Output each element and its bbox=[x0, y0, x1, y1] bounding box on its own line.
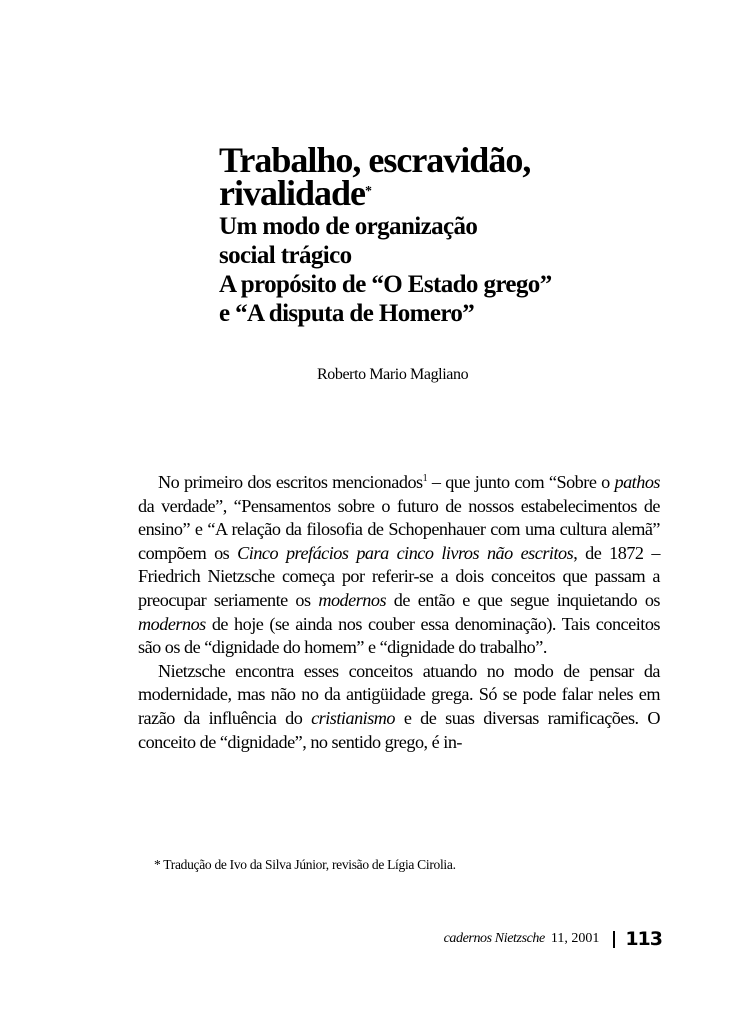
paragraph-2 bbox=[138, 660, 660, 754]
p1-italic-3: modernos bbox=[318, 590, 387, 611]
title-block bbox=[219, 140, 679, 328]
p2-text-1: Nietzsche encontra esses conceitos atuando no modo de pensar da modernidade, mas não no da antigüidade grega. Só se pode falar neles em razão da influência do bbox=[138, 660, 660, 728]
footnote: * Tradução de Ivo da Silva Júnior, revisão de Lígia Cirolia. bbox=[154, 857, 456, 872]
p1-text-1: No primeiro dos escritos mencionados bbox=[158, 472, 423, 493]
paragraph-1 bbox=[138, 467, 660, 660]
p2-text-2: e de suas diversas ramificações. O conceito de “dignidade”, no sentido grego, é in- bbox=[138, 708, 660, 752]
p1-italic-4: modernos bbox=[138, 613, 206, 634]
subtitle-line-3: A propósito de “O Estado grego” bbox=[219, 271, 552, 298]
p1-italic-2: Cinco prefácios para cinco livros não escritos bbox=[237, 542, 574, 563]
p2-italic-1: cristianismo bbox=[311, 708, 396, 728]
author-name: Roberto Mario Magliano bbox=[317, 366, 469, 383]
journal-name: cadernos Nietzsche bbox=[443, 931, 545, 946]
subtitle-line-2: social trágico bbox=[219, 242, 352, 269]
p1-text-6: de hoje (se ainda nos couber essa denominação). Tais conceitos são os de “dignidade do homem” e “dignidade do trabalho”. bbox=[138, 613, 660, 658]
title-line-1: Trabalho, escravidão, bbox=[219, 140, 531, 180]
page-footer bbox=[410, 928, 662, 950]
article-title bbox=[219, 140, 679, 213]
title-line-2: rivalidade bbox=[219, 173, 366, 213]
p1-italic-1: pathos bbox=[614, 472, 660, 493]
page-number: 113 bbox=[625, 928, 662, 950]
subtitle-line-1: Um modo de organização bbox=[219, 213, 478, 240]
footnote-ref-1[interactable]: 1 bbox=[422, 473, 428, 484]
title-footnote-marker[interactable]: * bbox=[365, 184, 372, 199]
p1-text-5: de então e que segue inquietando os bbox=[386, 590, 660, 611]
body-text bbox=[138, 467, 660, 754]
journal-issue: 11, 2001 bbox=[550, 931, 600, 946]
p1-text-2: – que junto com “Sobre o bbox=[427, 472, 615, 493]
article-subtitle bbox=[219, 212, 679, 328]
p1-text-3: da verdade”, “Pensamentos sobre o futuro de nossos estabelecimentos de ensino” e “A relação da filosofia de Schopenhauer com uma cultura alemã” compõem os bbox=[138, 495, 660, 563]
p1-text-4: , de 1872 – Friedrich Nietzsche começa por referir-se a dois conceitos que passam a preocupar seriamente os bbox=[138, 542, 660, 611]
subtitle-line-4: e “A disputa de Homero” bbox=[219, 300, 475, 327]
footer-separator bbox=[613, 931, 615, 948]
